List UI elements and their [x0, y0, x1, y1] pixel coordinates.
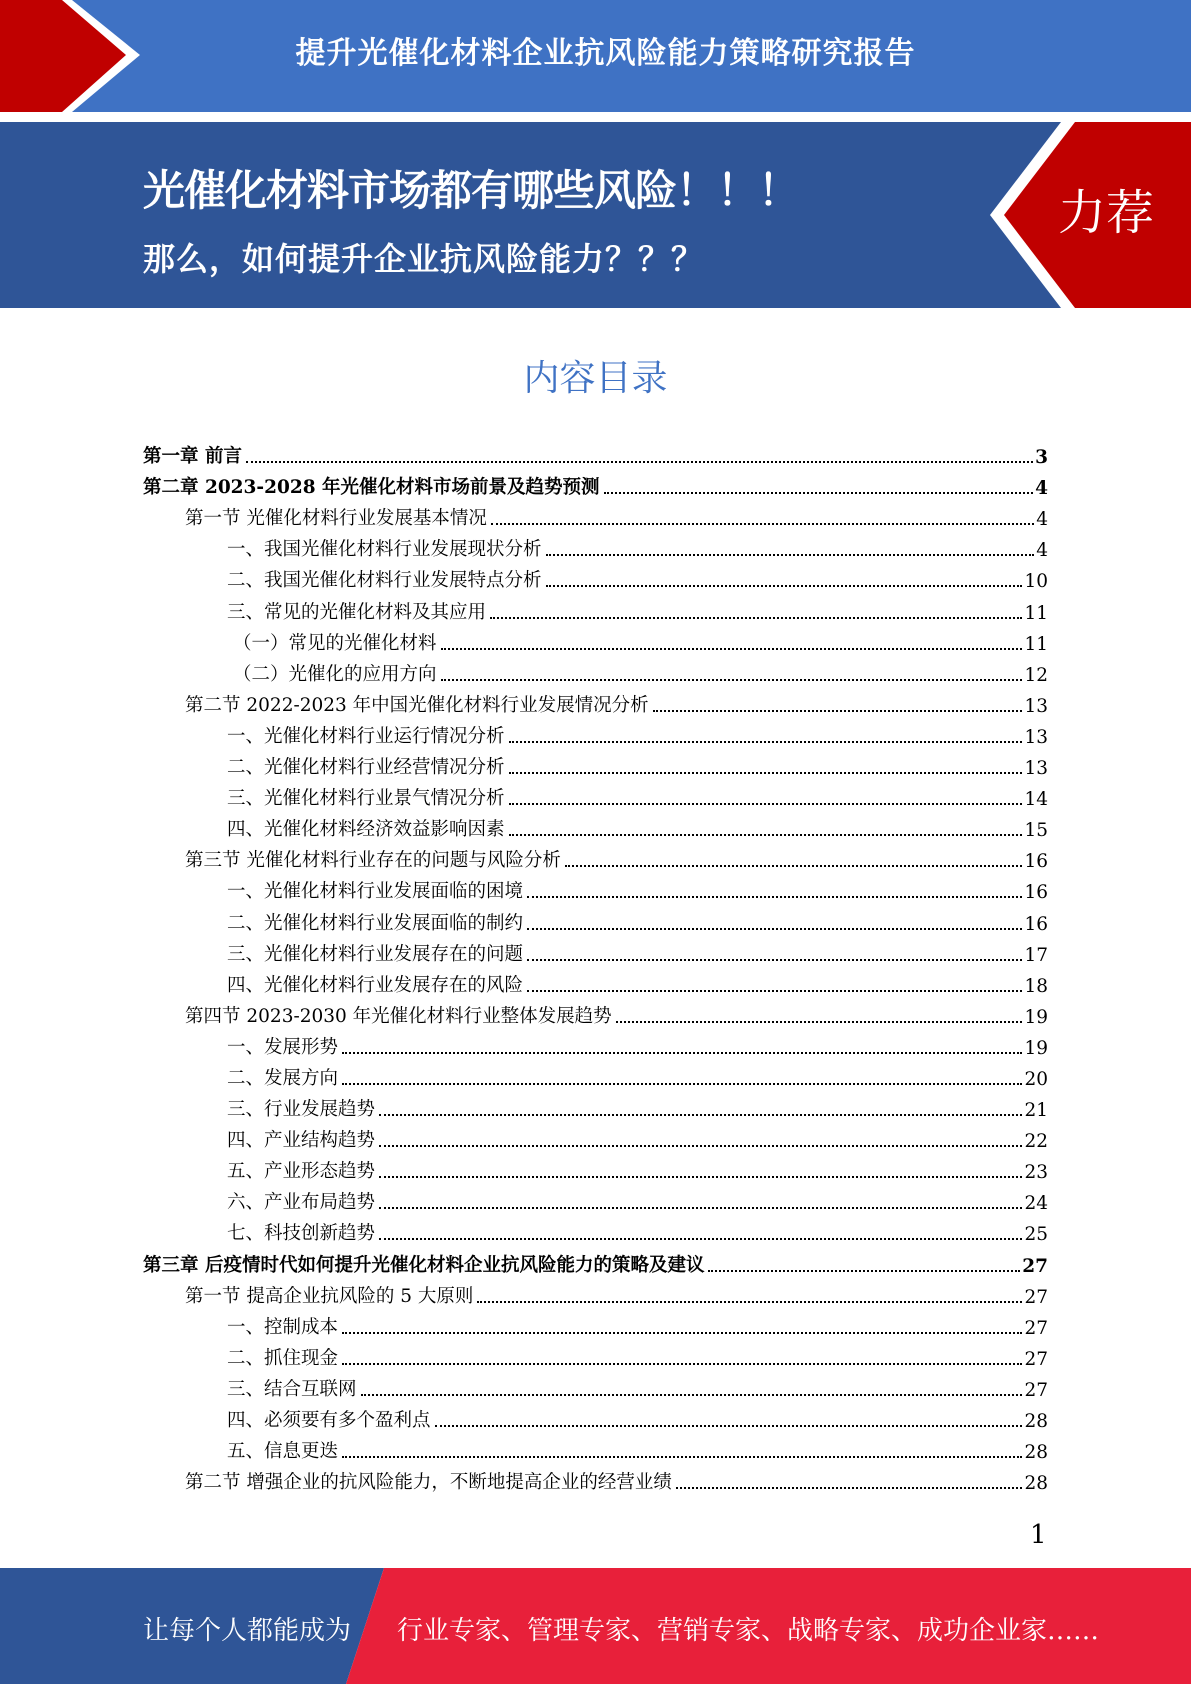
toc-entry-page: 16	[1024, 882, 1048, 904]
toc-entry[interactable]	[143, 935, 1048, 966]
footer-slogan-left: 让每个人都能成为	[143, 1616, 352, 1646]
toc-entry-label: 三、光催化材料行业发展存在的问题	[227, 943, 524, 965]
toc-entry[interactable]	[143, 686, 1048, 717]
toc-entry-page: 4	[1036, 540, 1048, 562]
toc-leader-dots	[509, 772, 1023, 774]
toc-entry-page: 25	[1024, 1224, 1048, 1246]
toc-entry-page: 19	[1024, 1037, 1048, 1059]
toc-leader-dots	[491, 523, 1034, 525]
hero-subheadline: 那么，如何提升企业抗风险能力？？？	[143, 240, 705, 278]
toc-entry-label: 第四节 2023-2030 年光催化材料行业整体发展趋势	[185, 1005, 612, 1027]
toc-leader-dots	[342, 1332, 1022, 1334]
toc-entry-label: 第三节 光催化材料行业存在的问题与风险分析	[185, 850, 561, 872]
toc-leader-dots	[616, 1021, 1023, 1023]
toc-entry-label: 三、常见的光催化材料及其应用	[227, 601, 487, 623]
toc-entry-label: 四、光催化材料经济效益影响因素	[227, 819, 505, 841]
toc-entry[interactable]	[143, 717, 1048, 748]
page-number: 1	[1030, 1520, 1047, 1550]
toc-leader-dots	[546, 585, 1023, 587]
top-banner	[0, 0, 1191, 112]
toc-entry-page: 11	[1024, 633, 1048, 655]
toc-entry-page: 22	[1024, 1131, 1048, 1153]
recommend-badge: 力荐	[1058, 185, 1155, 241]
toc-entry-label: 第一节 提高企业抗风险的 5 大原则	[185, 1285, 474, 1307]
footer-banner	[0, 1568, 1191, 1684]
toc-entry[interactable]	[143, 1401, 1048, 1432]
toc-entry-label: （一）常见的光催化材料	[233, 632, 437, 654]
toc-leader-dots	[653, 710, 1023, 712]
toc-entry[interactable]	[143, 779, 1048, 810]
toc-entry-label: 一、光催化材料行业发展面临的困境	[227, 881, 524, 903]
toc-entry-label: 第三章 后疫情时代如何提升光催化材料企业抗风险能力的策略及建议	[143, 1254, 705, 1276]
toc-leader-dots	[527, 990, 1022, 992]
toc-entry-page: 23	[1024, 1162, 1048, 1184]
toc-leader-dots	[441, 679, 1023, 681]
toc-leader-dots	[342, 1363, 1022, 1365]
toc-entry[interactable]	[143, 592, 1048, 623]
hero-headline: 光催化材料市场都有哪些风险！！！	[143, 166, 800, 215]
toc-entry[interactable]	[143, 530, 1048, 561]
toc-entry-page: 27	[1024, 1379, 1048, 1401]
toc-entry-page: 24	[1024, 1193, 1048, 1215]
toc-leader-dots	[604, 492, 1034, 494]
toc-leader-dots	[509, 803, 1023, 805]
toc-entry[interactable]	[143, 437, 1048, 468]
report-title: 提升光催化材料企业抗风险能力策略研究报告	[295, 36, 916, 71]
toc-entry-page: 21	[1024, 1100, 1048, 1122]
toc-entry[interactable]	[143, 1432, 1048, 1463]
toc-entry-label: （二）光催化的应用方向	[233, 663, 437, 685]
toc-entry-label: 六、产业布局趋势	[227, 1192, 376, 1214]
toc-entry-page: 16	[1024, 913, 1048, 935]
hero-banner	[0, 122, 1191, 308]
toc-entry-page: 28	[1024, 1411, 1048, 1432]
toc-entry-page: 27	[1024, 1348, 1048, 1370]
toc-leader-dots	[527, 928, 1022, 930]
toc-entry-page: 27	[1024, 1317, 1048, 1339]
toc-entry-label: 一、发展形势	[227, 1036, 339, 1058]
toc-entry-label: 三、行业发展趋势	[227, 1099, 376, 1121]
toc-entry[interactable]	[143, 1090, 1048, 1121]
toc-entry-page: 15	[1024, 820, 1048, 842]
toc-leader-dots	[676, 1487, 1023, 1489]
toc-entry[interactable]	[143, 499, 1048, 530]
toc-entry-page: 12	[1024, 664, 1048, 686]
toc-leader-dots	[527, 959, 1022, 961]
toc-entry-label: 二、抓住现金	[227, 1347, 339, 1369]
toc-leader-dots	[441, 648, 1023, 650]
toc-entry-label: 一、控制成本	[227, 1316, 339, 1338]
toc-entry-label: 四、必须要有多个盈利点	[227, 1410, 431, 1431]
toc-entry-label: 四、光催化材料行业发展存在的风险	[227, 974, 524, 996]
toc-entry-label: 第一章 前言	[143, 446, 242, 468]
footer-slogan-right: 行业专家、管理专家、营销专家、战略专家、成功企业家……	[397, 1616, 1100, 1646]
toc-entry[interactable]	[143, 748, 1048, 779]
toc-entry-page: 4	[1036, 509, 1048, 531]
toc-leader-dots	[509, 741, 1023, 743]
toc-entry[interactable]	[143, 872, 1048, 903]
toc-entry-label: 二、发展方向	[227, 1067, 339, 1089]
toc-entry[interactable]	[143, 1463, 1048, 1494]
toc-entry-page: 13	[1024, 726, 1048, 748]
toc-entry[interactable]	[143, 1152, 1048, 1183]
toc-entry-page: 17	[1024, 944, 1048, 966]
toc-entry-label: 一、光催化材料行业运行情况分析	[227, 725, 505, 747]
toc-entry[interactable]	[143, 1059, 1048, 1090]
toc-entry-page: 19	[1024, 1006, 1048, 1028]
toc-entry-page: 4	[1035, 478, 1048, 500]
toc-leader-dots	[477, 1301, 1022, 1303]
toc-entry-label: 五、信息更迭	[227, 1441, 339, 1463]
toc-leader-dots	[342, 1052, 1022, 1054]
toc-entry-page: 28	[1024, 1473, 1048, 1495]
toc-entry[interactable]	[143, 1245, 1048, 1276]
toc-leader-dots	[379, 1145, 1022, 1147]
toc-entry-page: 11	[1024, 602, 1048, 624]
toc-entry[interactable]	[143, 1308, 1048, 1339]
toc-entry-page: 27	[1022, 1255, 1048, 1277]
toc-entry-page: 14	[1024, 789, 1048, 811]
toc-leader-dots	[379, 1207, 1022, 1209]
toc-entry-page: 20	[1024, 1068, 1048, 1090]
toc-entry[interactable]	[143, 1277, 1048, 1308]
toc-leader-dots	[546, 554, 1035, 556]
toc-entry-label: 二、我国光催化材料行业发展特点分析	[227, 570, 542, 592]
toc-entry-label: 七、科技创新趋势	[227, 1223, 376, 1245]
toc-leader-dots	[435, 1425, 1023, 1427]
toc-entry[interactable]	[143, 655, 1048, 686]
toc-entry[interactable]	[143, 624, 1048, 655]
toc-entry-label: 三、光催化材料行业景气情况分析	[227, 788, 505, 810]
toc-entry-page: 28	[1024, 1442, 1048, 1464]
toc-entry-page: 27	[1024, 1286, 1048, 1308]
toc-entry[interactable]	[143, 1183, 1048, 1214]
table-of-contents	[143, 437, 1048, 1494]
toc-entry-label: 二、光催化材料行业经营情况分析	[227, 757, 505, 779]
toc-leader-dots	[708, 1270, 1020, 1272]
toc-entry-label: 四、产业结构趋势	[227, 1130, 376, 1152]
toc-leader-dots	[246, 461, 1033, 463]
toc-entry-page: 13	[1024, 758, 1048, 780]
toc-title: 内容目录	[523, 358, 668, 399]
toc-entry-label: 五、产业形态趋势	[227, 1161, 376, 1183]
toc-entry-label: 一、我国光催化材料行业发展现状分析	[227, 539, 542, 561]
toc-leader-dots	[527, 896, 1022, 898]
toc-entry-page: 13	[1024, 695, 1048, 717]
toc-leader-dots	[509, 834, 1023, 836]
toc-entry[interactable]	[143, 966, 1048, 997]
toc-entry-page: 16	[1024, 851, 1048, 873]
toc-entry-page: 18	[1024, 975, 1048, 997]
toc-entry[interactable]	[143, 1214, 1048, 1245]
toc-entry[interactable]	[143, 903, 1048, 934]
toc-leader-dots	[379, 1114, 1022, 1116]
toc-entry[interactable]	[143, 468, 1048, 499]
toc-leader-dots	[379, 1238, 1022, 1240]
toc-entry[interactable]	[143, 1028, 1048, 1059]
toc-entry-label: 三、结合互联网	[227, 1378, 357, 1400]
toc-entry[interactable]	[143, 997, 1048, 1028]
toc-leader-dots	[565, 865, 1023, 867]
toc-entry[interactable]	[143, 561, 1048, 592]
toc-entry[interactable]	[143, 1370, 1048, 1401]
toc-entry-page: 3	[1035, 447, 1048, 469]
toc-entry-page: 10	[1024, 571, 1048, 593]
toc-entry[interactable]	[143, 1339, 1048, 1370]
toc-leader-dots	[342, 1456, 1022, 1458]
toc-leader-dots	[379, 1176, 1022, 1178]
toc-entry[interactable]	[143, 810, 1048, 841]
toc-entry[interactable]	[143, 841, 1048, 872]
toc-entry-label: 二、光催化材料行业发展面临的制约	[227, 912, 524, 934]
toc-entry-label: 第二章 2023-2028 年光催化材料市场前景及趋势预测	[143, 477, 600, 499]
toc-entry-label: 第二节 2022-2023 年中国光催化材料行业发展情况分析	[185, 694, 649, 716]
toc-entry[interactable]	[143, 1121, 1048, 1152]
toc-leader-dots	[342, 1083, 1022, 1085]
toc-entry-label: 第一节 光催化材料行业发展基本情况	[185, 508, 487, 530]
toc-entry-label: 第二节 增强企业的抗风险能力，不断地提高企业的经营业绩	[185, 1472, 672, 1494]
toc-leader-dots	[361, 1394, 1023, 1396]
toc-leader-dots	[490, 617, 1022, 619]
